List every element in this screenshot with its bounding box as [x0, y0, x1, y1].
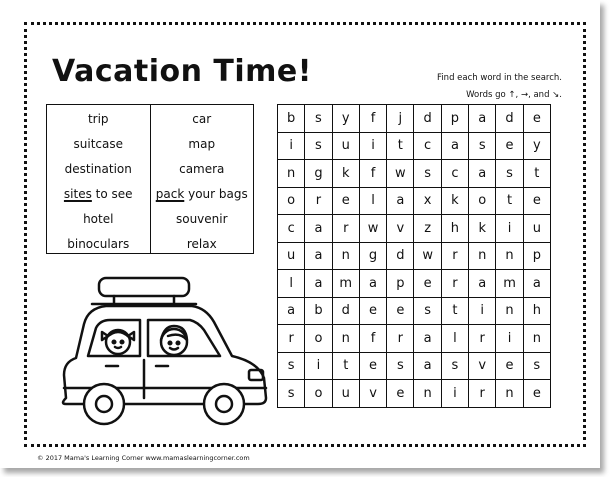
- grid-cell[interactable]: n: [523, 325, 550, 353]
- grid-cell[interactable]: d: [496, 105, 523, 133]
- grid-cell[interactable]: n: [278, 160, 305, 188]
- grid-cell[interactable]: z: [414, 215, 441, 243]
- grid-cell[interactable]: n: [332, 242, 359, 270]
- grid-cell[interactable]: v: [469, 352, 496, 380]
- grid-row: [278, 325, 551, 353]
- word-item-text: to see: [91, 187, 133, 201]
- word-item: [47, 232, 150, 257]
- grid-cell[interactable]: e: [387, 380, 414, 408]
- grid-cell[interactable]: r: [441, 242, 468, 270]
- word-item-text: trip: [87, 112, 109, 126]
- word-item-text: camera: [179, 162, 225, 176]
- grid-cell[interactable]: n: [332, 325, 359, 353]
- grid-cell[interactable]: i: [469, 297, 496, 325]
- grid-cell[interactable]: n: [496, 242, 523, 270]
- grid-cell[interactable]: k: [469, 215, 496, 243]
- grid-row: [278, 132, 551, 160]
- grid-cell[interactable]: w: [359, 215, 386, 243]
- grid-cell[interactable]: t: [496, 187, 523, 215]
- grid-cell[interactable]: e: [523, 380, 550, 408]
- grid-cell[interactable]: e: [359, 352, 386, 380]
- grid-cell[interactable]: r: [469, 380, 496, 408]
- grid-cell[interactable]: d: [414, 105, 441, 133]
- grid-cell[interactable]: o: [278, 187, 305, 215]
- grid-cell[interactable]: a: [305, 215, 332, 243]
- grid-cell[interactable]: a: [523, 270, 550, 298]
- grid-cell[interactable]: a: [469, 270, 496, 298]
- copyright-footer: © 2017 Mama's Learning Corner www.mamaslearningcorner.com: [37, 454, 250, 462]
- word-list: [46, 104, 254, 254]
- word-item-text: suitcase: [73, 137, 123, 151]
- word-item-underlined: pack: [155, 187, 185, 201]
- grid-cell[interactable]: a: [414, 325, 441, 353]
- car-illustration: [44, 270, 269, 440]
- grid-cell[interactable]: b: [278, 105, 305, 133]
- grid-cell[interactable]: v: [359, 380, 386, 408]
- grid-cell[interactable]: e: [387, 297, 414, 325]
- grid-cell[interactable]: o: [305, 380, 332, 408]
- grid-cell[interactable]: r: [387, 325, 414, 353]
- grid-cell[interactable]: e: [414, 270, 441, 298]
- grid-cell[interactable]: f: [359, 325, 386, 353]
- grid-cell[interactable]: p: [387, 270, 414, 298]
- grid-cell[interactable]: y: [332, 105, 359, 133]
- grid-cell[interactable]: p: [441, 105, 468, 133]
- word-item: [151, 157, 254, 182]
- grid-cell[interactable]: a: [305, 242, 332, 270]
- grid-cell[interactable]: h: [523, 297, 550, 325]
- word-item: [151, 107, 254, 132]
- grid-cell[interactable]: n: [496, 380, 523, 408]
- page-title: Vacation Time!: [52, 54, 312, 89]
- grid-cell[interactable]: n: [414, 380, 441, 408]
- grid-cell[interactable]: i: [359, 132, 386, 160]
- grid-cell[interactable]: e: [496, 132, 523, 160]
- grid-cell[interactable]: s: [469, 132, 496, 160]
- grid-cell[interactable]: s: [305, 132, 332, 160]
- grid-cell[interactable]: p: [523, 242, 550, 270]
- grid-cell[interactable]: k: [332, 160, 359, 188]
- word-item-text: hotel: [83, 212, 114, 226]
- grid-cell[interactable]: m: [496, 270, 523, 298]
- word-item-text: map: [188, 137, 216, 151]
- word-list-right-column: [150, 105, 254, 253]
- grid-cell[interactable]: s: [414, 297, 441, 325]
- grid-cell[interactable]: a: [469, 160, 496, 188]
- grid-cell[interactable]: r: [441, 270, 468, 298]
- grid-cell[interactable]: u: [332, 132, 359, 160]
- word-item: [47, 107, 150, 132]
- grid-cell[interactable]: d: [332, 297, 359, 325]
- grid-cell[interactable]: e: [523, 105, 550, 133]
- grid-cell[interactable]: l: [359, 187, 386, 215]
- grid-cell[interactable]: i: [496, 215, 523, 243]
- grid-cell[interactable]: a: [469, 105, 496, 133]
- word-list-left-column: [47, 105, 150, 253]
- grid-cell[interactable]: n: [496, 297, 523, 325]
- grid-row: [278, 270, 551, 298]
- grid-cell[interactable]: d: [387, 242, 414, 270]
- grid-row: [278, 215, 551, 243]
- word-item: [151, 182, 254, 207]
- grid-cell[interactable]: s: [387, 352, 414, 380]
- grid-cell[interactable]: a: [441, 132, 468, 160]
- grid-cell[interactable]: t: [387, 132, 414, 160]
- word-item: [47, 207, 150, 232]
- roof-box: [99, 278, 189, 296]
- grid-cell[interactable]: b: [305, 297, 332, 325]
- grid-cell[interactable]: s: [278, 352, 305, 380]
- grid-cell[interactable]: a: [278, 297, 305, 325]
- grid-cell[interactable]: t: [441, 297, 468, 325]
- grid-row: [278, 187, 551, 215]
- grid-row: [278, 160, 551, 188]
- grid-cell[interactable]: f: [359, 160, 386, 188]
- grid-cell[interactable]: r: [278, 325, 305, 353]
- grid-cell[interactable]: x: [414, 187, 441, 215]
- grid-cell[interactable]: r: [469, 325, 496, 353]
- grid-cell[interactable]: r: [332, 215, 359, 243]
- word-item: [47, 132, 150, 157]
- grid-cell[interactable]: v: [387, 215, 414, 243]
- grid-cell[interactable]: a: [305, 270, 332, 298]
- grid-cell[interactable]: g: [359, 242, 386, 270]
- grid-cell[interactable]: l: [441, 325, 468, 353]
- grid-cell[interactable]: k: [441, 187, 468, 215]
- word-item-text: souvenir: [175, 212, 228, 226]
- word-item-text: your bags: [184, 187, 248, 201]
- grid-cell[interactable]: t: [332, 352, 359, 380]
- grid-cell[interactable]: h: [441, 215, 468, 243]
- grid-cell[interactable]: j: [387, 105, 414, 133]
- word-item: [151, 207, 254, 232]
- grid-cell[interactable]: e: [496, 352, 523, 380]
- grid-cell[interactable]: e: [332, 187, 359, 215]
- grid-cell[interactable]: s: [305, 105, 332, 133]
- grid-cell[interactable]: m: [332, 270, 359, 298]
- grid-cell[interactable]: i: [278, 132, 305, 160]
- grid-cell[interactable]: t: [523, 160, 550, 188]
- grid-cell[interactable]: u: [278, 242, 305, 270]
- grid-cell[interactable]: i: [441, 380, 468, 408]
- grid-cell[interactable]: a: [414, 352, 441, 380]
- word-item: [151, 232, 254, 257]
- instruction-line-2: Words go ↑, →, and ↘.: [466, 90, 562, 100]
- grid-row: [278, 242, 551, 270]
- word-item: [47, 182, 150, 207]
- instruction-line-1: Find each word in the search.: [437, 73, 562, 83]
- word-item-text: relax: [186, 237, 217, 251]
- grid-row: [278, 380, 551, 408]
- word-item-text: car: [192, 112, 212, 126]
- grid-cell[interactable]: c: [441, 160, 468, 188]
- grid-row: [278, 105, 551, 133]
- grid-cell[interactable]: u: [332, 380, 359, 408]
- grid-cell[interactable]: f: [359, 105, 386, 133]
- grid-cell[interactable]: c: [278, 215, 305, 243]
- word-item: [47, 157, 150, 182]
- grid-cell[interactable]: s: [414, 160, 441, 188]
- grid-cell[interactable]: s: [441, 352, 468, 380]
- grid-cell[interactable]: a: [359, 270, 386, 298]
- grid-cell[interactable]: u: [523, 215, 550, 243]
- grid-cell[interactable]: l: [278, 270, 305, 298]
- grid-cell[interactable]: i: [496, 325, 523, 353]
- word-search-grid: [277, 104, 551, 408]
- grid-cell[interactable]: n: [469, 242, 496, 270]
- grid-cell[interactable]: w: [387, 160, 414, 188]
- word-item: [151, 132, 254, 157]
- word-item-text: binoculars: [67, 237, 130, 251]
- grid-cell[interactable]: i: [305, 352, 332, 380]
- grid-cell[interactable]: a: [387, 187, 414, 215]
- grid-cell[interactable]: r: [305, 187, 332, 215]
- grid-cell[interactable]: w: [414, 242, 441, 270]
- grid-cell[interactable]: s: [278, 380, 305, 408]
- grid-cell[interactable]: o: [469, 187, 496, 215]
- grid-cell[interactable]: e: [523, 187, 550, 215]
- grid-row: [278, 352, 551, 380]
- grid-cell[interactable]: g: [305, 160, 332, 188]
- word-item-text: destination: [64, 162, 132, 176]
- grid-cell[interactable]: c: [414, 132, 441, 160]
- grid-cell[interactable]: s: [523, 352, 550, 380]
- grid-cell[interactable]: e: [359, 297, 386, 325]
- grid-cell[interactable]: s: [496, 160, 523, 188]
- grid-row: [278, 297, 551, 325]
- grid-cell[interactable]: y: [523, 132, 550, 160]
- word-item-underlined: sites: [63, 187, 92, 201]
- grid-cell[interactable]: o: [305, 325, 332, 353]
